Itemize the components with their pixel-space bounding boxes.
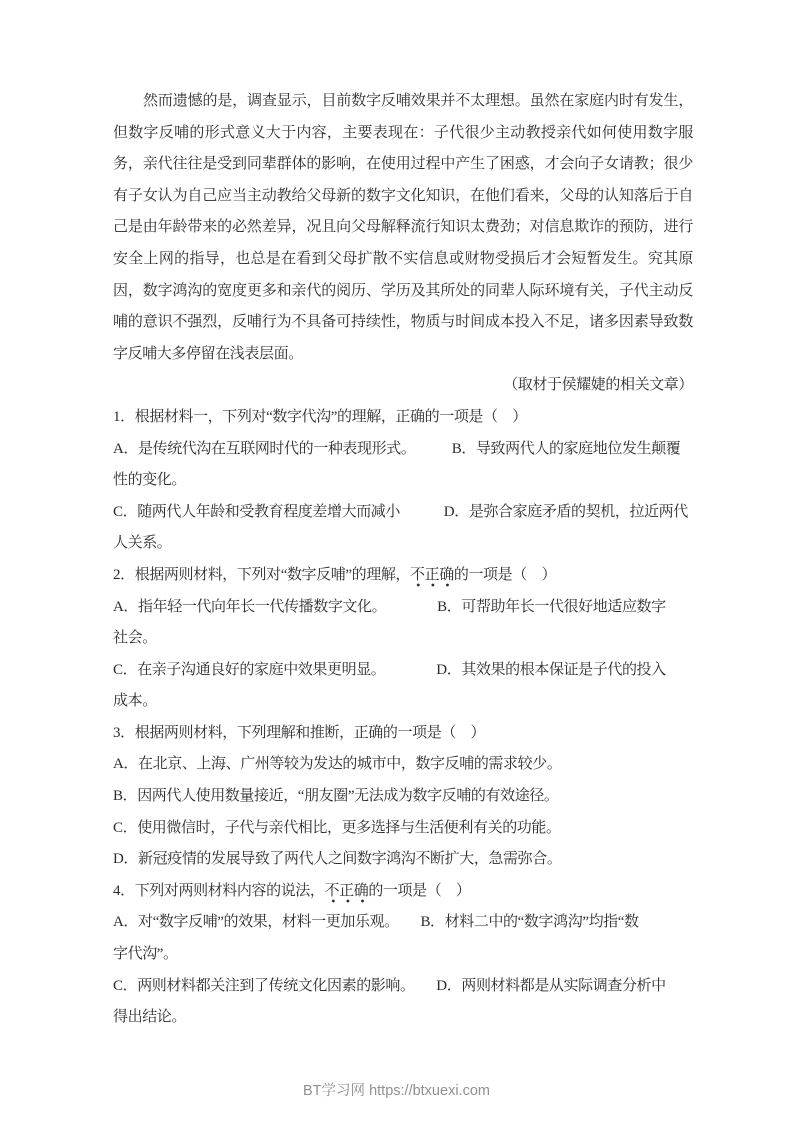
option-line: 得出结论。 bbox=[113, 1009, 187, 1026]
passage-paragraph: 然而遗憾的是，调查显示，目前数字反哺效果并不太理想。虽然在家庭内时有发生，但数字反哺的形式意义大于内容，主要表现在：子代很少主动教授亲代如何使用数字服务，亲代往往是受到同辈群体的影响，在使用过程中产生了困惑，才会向子女请教；很少有子女认为自己应当主动教给父母新的数字文化知识，在他们看来，父母的认知落后于自己是由年龄带来的必然差异，况且向父母解释流行知识太费劲；对信息欺诈的预防，进行安全上网的指导，也总是在看到父母扩散不实信息或财物受损后才会短暂发生。究其原因，数字鸿沟的宽度更多和亲代的阅历、学历及其所处的同辈人际环境有关，子代主动反哺的意识不强烈，反哺行为不具备可持续性，物质与时间成本投入不足，诸多因素导致数字反哺大多停留在浅表层面。 bbox=[113, 93, 693, 362]
option-line: 成本。 bbox=[113, 693, 157, 710]
question-stem bbox=[113, 876, 693, 908]
option-line: 人关系。 bbox=[113, 535, 172, 552]
footer-watermark-text: BT学习网 https://btxuexi.com bbox=[303, 1083, 490, 1099]
question-stem-emphasis: 不正确 bbox=[325, 883, 369, 903]
question-block-2 bbox=[113, 560, 693, 718]
question-stem-text: 4．下列对两则材料内容的说法， bbox=[113, 882, 325, 899]
option-line: A．指年轻一代向年长一代传播数字文化。 B．可帮助年长一代很好地适应数字 bbox=[113, 598, 666, 615]
questions-section bbox=[113, 402, 693, 1034]
question-block-1 bbox=[113, 402, 693, 560]
option-line: 社会。 bbox=[113, 630, 157, 647]
option-line: A．在北京、上海、广州等较为发达的城市中，数字反哺的需求较少。 bbox=[113, 756, 562, 773]
question-stem bbox=[113, 718, 693, 750]
option-line: B．因两代人使用数量接近，“朋友圈”无法成为数字反哺的有效途径。 bbox=[113, 788, 559, 805]
site-footer bbox=[0, 1079, 793, 1100]
option-line: C．使用微信时，子代与亲代相比，更多选择与生活便利有关的功能。 bbox=[113, 819, 561, 836]
question-block-4 bbox=[113, 876, 693, 1034]
option-line: 字代沟”。 bbox=[113, 946, 178, 963]
option-line: C．随两代人年龄和受教育程度差增大而减小 D．是弥合家庭矛盾的契机，拉近两代 bbox=[113, 503, 688, 520]
passage-attribution: （取材于侯耀婕的相关文章） bbox=[503, 377, 693, 394]
question-stem-text: 的一项是（ ） bbox=[368, 882, 471, 899]
question-stem-emphasis: 不正确 bbox=[410, 567, 454, 587]
question-block-3 bbox=[113, 718, 693, 876]
option-line: 性的变化。 bbox=[113, 472, 187, 489]
option-line: C．在亲子沟通良好的家庭中效果更明显。 D．其效果的根本保证是子代的投入 bbox=[113, 661, 666, 678]
option-line: D．新冠疫情的发展导致了两代人之间数字鸿沟不断扩大，急需弥合。 bbox=[113, 851, 562, 868]
question-stem bbox=[113, 402, 693, 434]
question-stem-text: 3．根据两则材料，下列理解和推断，正确的一项是（ ） bbox=[113, 724, 486, 741]
option-line: C．两则材料都关注到了传统文化因素的影响。 D．两则材料都是从实际调查分析中 bbox=[113, 977, 666, 994]
question-stem-text: 1．根据材料一，下列对“数字代沟”的理解，正确的一项是（ ） bbox=[113, 408, 527, 425]
option-line: A．对“数字反哺”的效果，材料一更加乐观。 B．材料二中的“数字鸿沟”均指“数 bbox=[113, 914, 639, 931]
question-stem-text: 2．根据两则材料，下列对“数字反哺”的理解， bbox=[113, 566, 411, 583]
question-stem bbox=[113, 560, 693, 592]
option-line: A．是传统代沟在互联网时代的一种表现形式。 B．导致两代人的家庭地位发生颠覆 bbox=[113, 440, 681, 457]
question-stem-text: 的一项是（ ） bbox=[453, 566, 557, 583]
